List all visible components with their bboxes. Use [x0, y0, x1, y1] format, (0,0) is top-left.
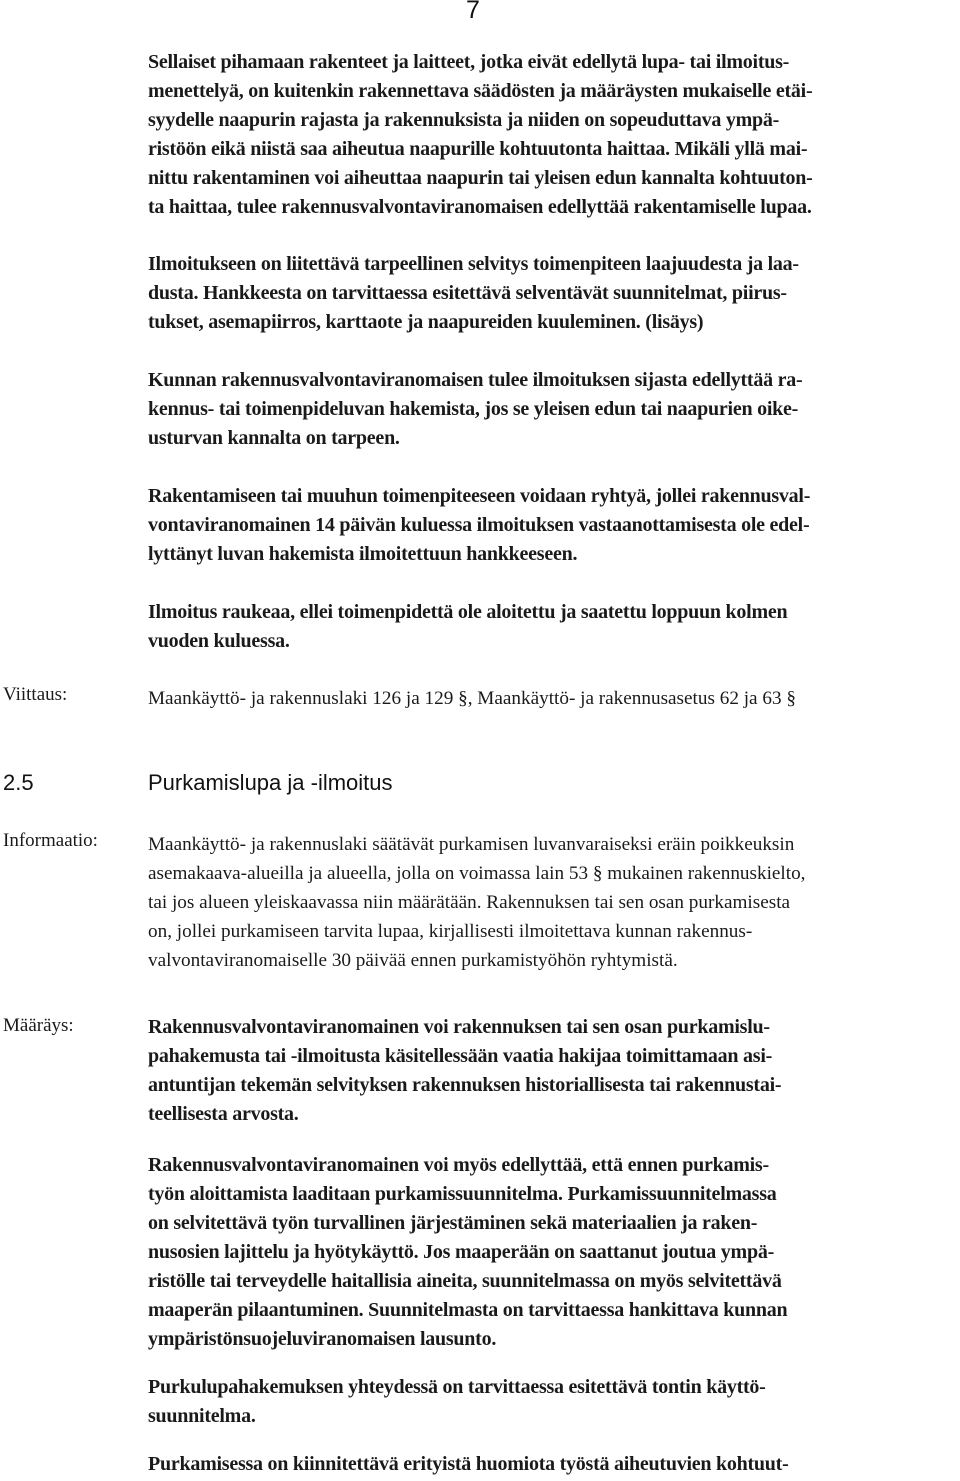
reference-text: [148, 684, 960, 713]
text-line: ympäristönsuojeluviranomaisen lausunto.: [148, 1328, 497, 1350]
information-text: [148, 830, 960, 975]
text-line: Rakentamiseen tai muuhun toimenpiteeseen voidaan ryhtyä, jollei rakennusval-: [148, 485, 811, 507]
text-line: vuoden kuluessa.: [148, 630, 290, 652]
text-line: Ilmoitus raukeaa, ellei toimenpidettä ole aloitettu ja saatettu loppuun kolmen: [148, 601, 788, 623]
section-number: 2.5: [3, 770, 34, 795]
regulation-paragraph-attention: [148, 1450, 960, 1479]
regulation-paragraph-demolition-plan: [148, 1151, 960, 1354]
text-line: Sellaiset pihamaan rakenteet ja laitteet, jotka eivät edellytä lupa- tai ilmoitus-: [148, 51, 790, 73]
regulation-paragraph-site-plan: [148, 1373, 960, 1431]
text-line: syydelle naapurin rajasta ja rakennuksista ja niiden on sopeuduttava ympä-: [148, 109, 780, 131]
text-line: antuntijan tekemän selvityksen rakennuksen historiallisesta tai rakennustai-: [148, 1074, 782, 1096]
text-line: maaperän pilaantuminen. Suunnitelmasta on tarvittaessa hankittava kunnan: [148, 1299, 788, 1321]
paragraph-notice-attachments: [148, 250, 960, 337]
text-line: Rakennusvalvontaviranomainen voi rakennuksen tai sen osan purkamislu-: [148, 1016, 770, 1038]
regulation-paragraph-historical-survey: [148, 1013, 960, 1129]
text-line: nittu rakentaminen voi aiheuttaa naapurin tai yleisen edun kannalta kohtuuton-: [148, 167, 813, 189]
text-line: ta haittaa, tulee rakennusvalvontaviranomaisen edellyttää rakentamiselle lupaa.: [148, 196, 812, 218]
text-line: suunnitelma.: [148, 1405, 256, 1427]
text-line: vontaviranomainen 14 päivän kuluessa ilmoituksen vastaanottamisesta ole edel-: [148, 514, 810, 536]
text-line: on selvitettävä työn turvallinen järjestäminen sekä materiaalien ja raken-: [148, 1212, 758, 1234]
text-line: on, jollei purkamiseen tarvita lupaa, kirjallisesti ilmoitettava kunnan rakennus-: [148, 921, 753, 942]
text-line: kennus- tai toimenpideluvan hakemista, jos se yleisen edun tai naapurien oike-: [148, 398, 799, 420]
text-line: Ilmoitukseen on liitettävä tarpeellinen selvitys toimenpiteen laajuudesta ja laa-: [148, 253, 799, 275]
text-line: Kunnan rakennusvalvontaviranomaisen tulee ilmoituksen sijasta edellyttää ra-: [148, 369, 803, 391]
text-line: teellisesta arvosta.: [148, 1103, 299, 1125]
text-line: ristöön eikä niistä saa aiheutua naapurille kohtuutonta haittaa. Mikäli yllä mai-: [148, 138, 808, 160]
text-line: dusta. Hankkeesta on tarvittaessa esitettävä selventävät suunnitelmat, piirus-: [148, 282, 787, 304]
text-line: työn aloittamista laaditaan purkamissuunnitelma. Purkamissuunnitelmassa: [148, 1183, 777, 1205]
paragraph-yard-structures: [148, 48, 960, 222]
paragraph-municipal-authority: [148, 366, 960, 453]
text-line: Maankäyttö- ja rakennuslaki 126 ja 129 §, Maankäyttö- ja rakennusasetus 62 ja 63 §: [148, 688, 796, 709]
text-line: Purkulupahakemuksen yhteydessä on tarvittaessa esitettävä tontin käyttö-: [148, 1376, 766, 1398]
paragraph-notice-expiry: [148, 598, 960, 656]
paragraph-start-construction: [148, 482, 960, 569]
information-label: Informaatio:: [3, 830, 98, 851]
text-line: valvontaviranomaiselle 30 päivää ennen purkamistyöhön ryhtymistä.: [148, 950, 678, 971]
text-line: menettelyä, on kuitenkin rakennettava säädösten ja määräysten mukaiselle etäi-: [148, 80, 813, 102]
text-line: tukset, asemapiirros, karttaote ja naapureiden kuuleminen. (lisäys): [148, 311, 704, 333]
text-line: Purkamisessa on kiinnitettävä erityistä huomiota työstä aiheutuvien kohtuut-: [148, 1453, 789, 1475]
text-line: nusosien lajittelu ja hyötykäyttö. Jos maaperään on saattanut joutua ympä-: [148, 1241, 774, 1263]
text-line: Rakennusvalvontaviranomainen voi myös edellyttää, että ennen purkamis-: [148, 1154, 769, 1176]
text-line: tai jos alueen yleiskaavassa niin määrätään. Rakennuksen tai sen osan purkamisesta: [148, 892, 791, 913]
regulation-label: Määräys:: [3, 1015, 74, 1036]
text-line: lyttänyt luvan hakemista ilmoitettuun hankkeeseen.: [148, 543, 578, 565]
text-line: ristölle tai terveydelle haitallisia aineita, suunnitelmassa on myös selvitettävä: [148, 1270, 782, 1292]
text-line: asemakaava-alueilla ja alueella, jolla on voimassa lain 53 § mukainen rakennuskielto,: [148, 863, 806, 884]
text-line: usturvan kannalta on tarpeen.: [148, 427, 400, 449]
page-number: 7: [466, 0, 480, 24]
text-line: pahakemusta tai -ilmoitusta käsitellessään vaatia hakijaa toimittamaan asi-: [148, 1045, 773, 1067]
text-line: Maankäyttö- ja rakennuslaki säätävät purkamisen luvanvaraiseksi eräin poikkeuksin: [148, 834, 795, 855]
section-title: Purkamislupa ja -ilmoitus: [148, 770, 393, 795]
reference-label: Viittaus:: [3, 684, 68, 705]
